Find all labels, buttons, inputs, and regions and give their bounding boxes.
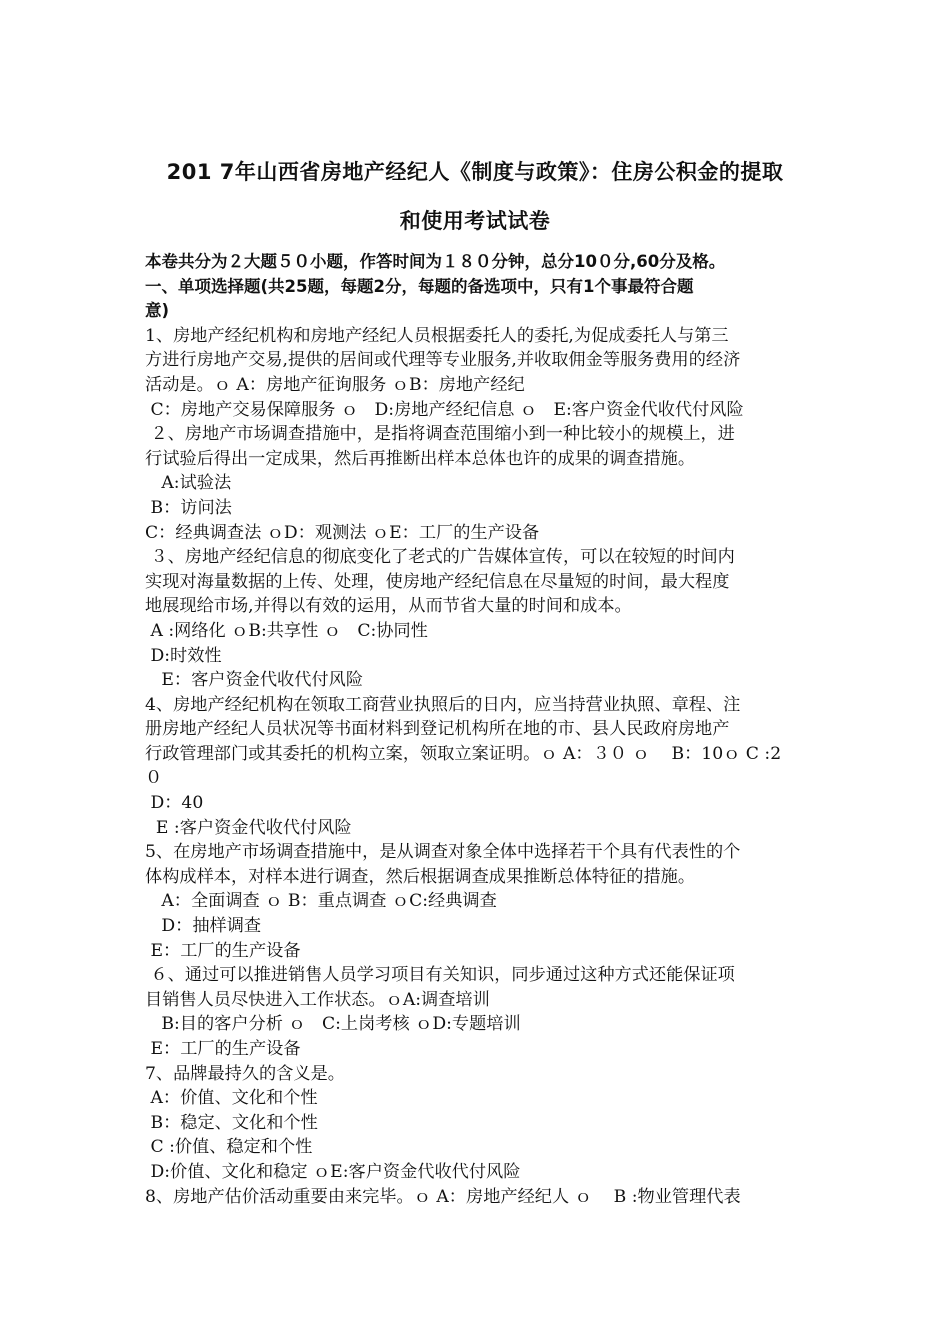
question-text-line: B:目的客户分析 ｏ C:上岗考核 ｏD:专题培训: [145, 1014, 521, 1035]
exam-header-line: 一、单项选择题(共25题，每题2分，每题的备选项中，只有1个事最符合题: [145, 276, 694, 296]
question-text-line: 5、在房地产市场调查措施中，是从调查对象全体中选择若干个具有代表性的个: [145, 842, 741, 863]
question-text-line: A：全面调查 ｏ B：重点调查 ｏC:经典调查: [145, 891, 497, 912]
question-text-line: A：价值、文化和个性: [145, 1088, 318, 1109]
question-text-line: C：房地产交易保障服务 ｏ D:房地产经纪信息 ｏ E:客户资金代收代付风险: [145, 399, 744, 420]
question-text-line: D：40: [145, 793, 204, 814]
question-text-line: 实现对海量数据的上传、处理，使房地产经纪信息在尽量短的时间，最大程度: [145, 571, 730, 592]
question-text-line: A :网络化 ｏB:共享性 ｏ C:协同性: [145, 620, 428, 641]
exam-header-line: 本卷共分为２大题５０小题，作答时间为１８０分钟，总分10０分,60分及格。: [145, 252, 726, 271]
question-text-line: A:试验法: [145, 473, 232, 494]
document-title-line-1: 201 7年山西省房地产经纪人《制度与政策》：住房公积金的提取: [166, 160, 784, 184]
question-text-line: ０: [145, 768, 163, 789]
question-text-line: E：工厂的生产设备: [145, 940, 301, 961]
question-text-line: ２、房地产市场调查措施中，是指将调查范围缩小到一种比较小的规模上，进: [145, 424, 735, 445]
document-body: [145, 250, 815, 1209]
question-text-line: E：工厂的生产设备: [145, 1039, 301, 1059]
question-text-line: C：经典调查法 ｏD：观测法 ｏE：工厂的生产设备: [145, 522, 540, 543]
question-text-line: B：稳定、文化和个性: [145, 1112, 318, 1133]
question-text-line: 目销售人员尽快进入工作状态。ｏA:调查培训: [145, 989, 490, 1010]
question-text-line: 1、房地产经纪机构和房地产经纪人员根据委托人的委托,为促成委托人与第三: [145, 325, 729, 346]
question-text-line: 行试验后得出一定成果，然后再推断出样本总体也许的成果的调查措施。: [145, 448, 696, 469]
question-text-line: E :客户资金代收代付风险: [145, 817, 352, 838]
question-text-line: D:时效性: [145, 645, 222, 666]
question-text-line: D：抽样调查: [145, 916, 262, 937]
question-text-line: C :价值、稳定和个性: [145, 1137, 313, 1158]
question-text-line: B：访问法: [145, 497, 232, 518]
question-text-line: 4、房地产经纪机构在领取工商营业执照后的日内，应当持营业执照、章程、注: [145, 694, 741, 715]
question-text-line: 方进行房地产交易,提供的居间或代理等专业服务,并收取佣金等服务费用的经济: [145, 350, 741, 371]
exam-header-line: 意): [145, 301, 170, 321]
question-text-line: 活动是。ｏ A：房地产征询服务 ｏB：房地产经纪: [145, 374, 525, 395]
question-text-line: ３、房地产经纪信息的彻底变化了老式的广告媒体宣传，可以在较短的时间内: [145, 547, 735, 568]
question-text-line: 册房地产经纪人员状况等书面材料到登记机构所在地的市、县人民政府房地产: [145, 719, 730, 740]
question-text-line: D:价值、文化和稳定 ｏE:客户资金代收代付风险: [145, 1161, 521, 1182]
question-text-line: 体构成样本，对样本进行调查，然后根据调查成果推断总体特征的措施。: [145, 866, 696, 887]
question-text-line: ６、通过可以推进销售人员学习项目有关知识，同步通过这种方式还能保证项: [145, 965, 735, 986]
question-text-line: E：客户资金代收代付风险: [145, 670, 364, 691]
question-text-line: 8、房地产估价活动重要由来完毕。ｏ A：房地产经纪人 ｏ B :物业管理代表: [145, 1186, 741, 1207]
question-text-line: 7、品牌最持久的含义是。: [145, 1063, 345, 1084]
question-text-line: 地展现给市场,并得以有效的运用，从而节省大量的时间和成本。: [145, 596, 632, 617]
document-title-line-2: 和使用考试试卷: [399, 209, 551, 233]
question-text-line: 行政管理部门或其委托的机构立案，领取立案证明。ｏ A：３０ ｏ B：10ｏ C :2: [145, 743, 782, 764]
